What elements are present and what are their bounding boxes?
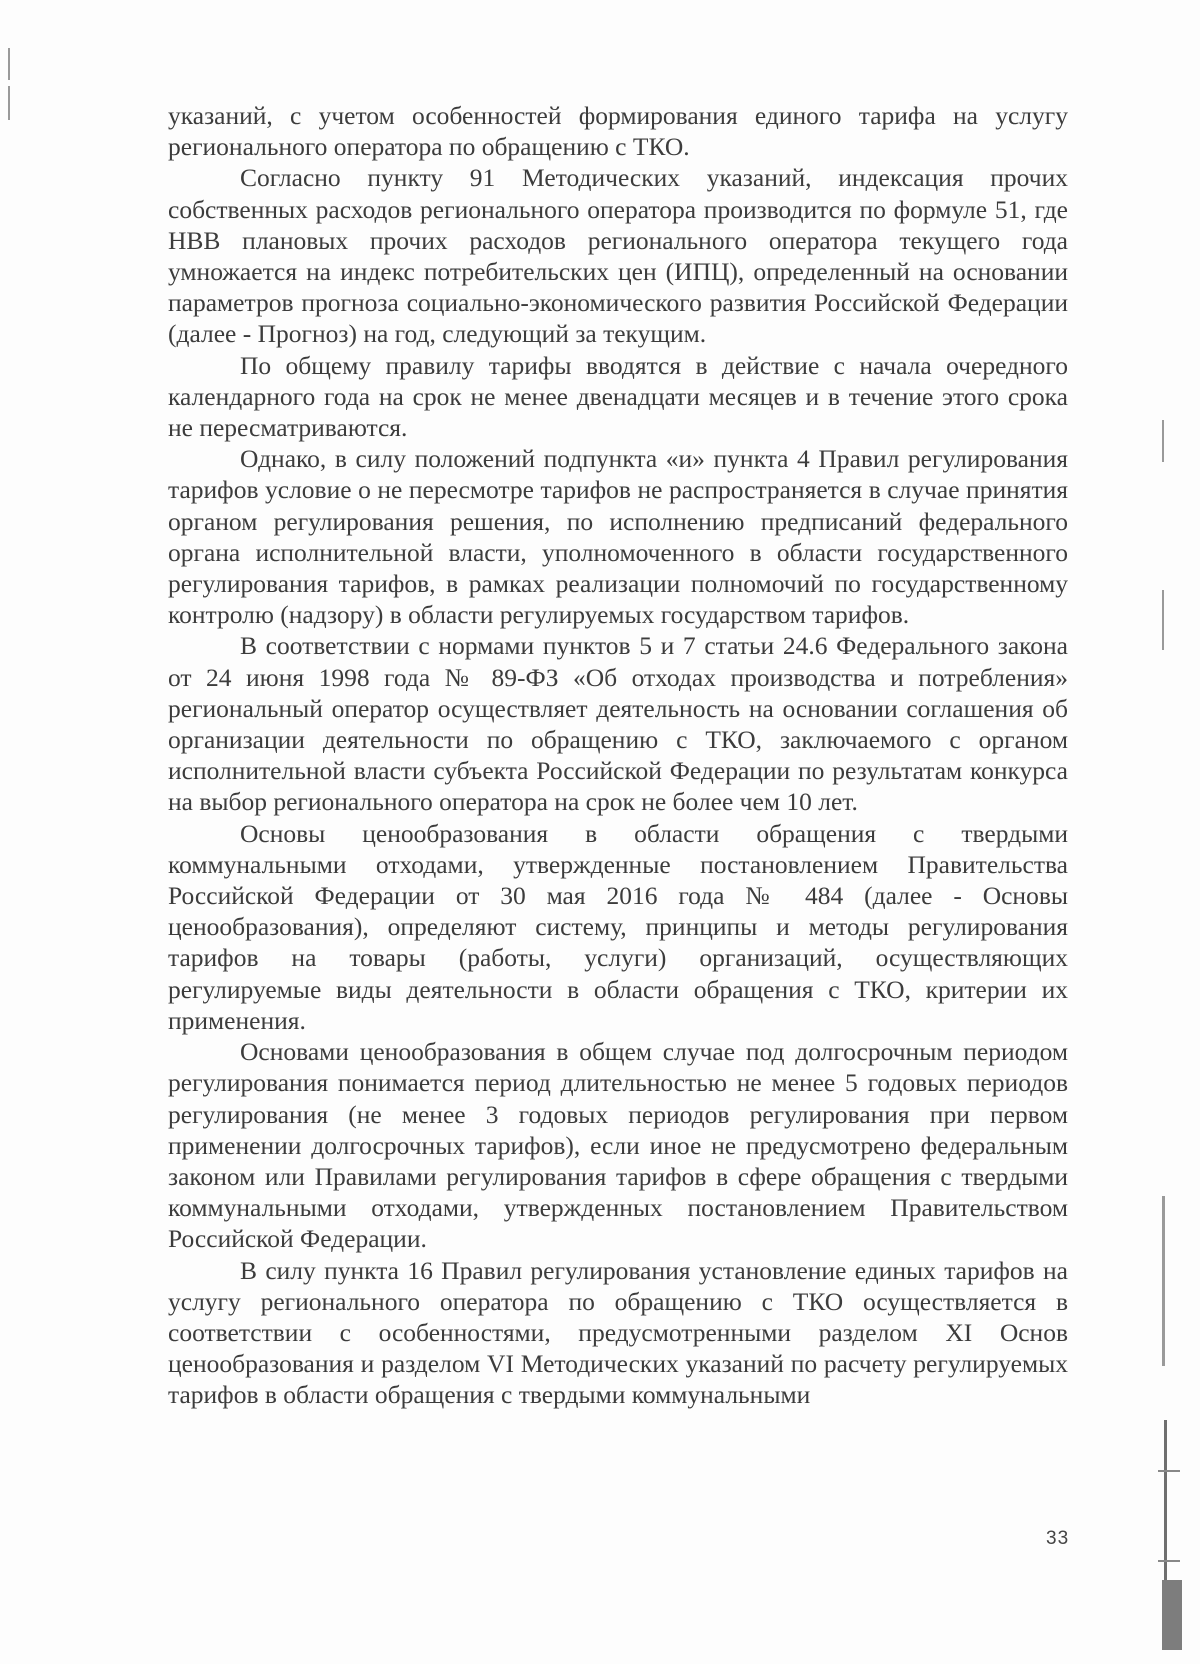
paragraph-rule-16: В силу пункта 16 Правил регулирования установление единых тарифов на услугу регионального оператора по обращению с ТКО осуществляется в соответствии с особенностями, предусмотренными разделом XI Основ ценообразования и разделом VI Методических указаний по расчету регулируемых тарифов в области обращения с твердыми коммунальными [168,1255,1068,1410]
scan-edge-artifact [1162,420,1164,462]
scan-edge-artifact [1162,590,1164,650]
page-number: 33 [1046,1528,1070,1549]
paragraph-indexation: Согласно пункту 91 Методических указаний, индексация прочих собственных расходов регионального оператора производится по формуле 51, где НВВ плановых прочих расходов регионального оператора текущего года умножается на индекс потребительских цен (ИПЦ), определенный на основании параметров прогноза социально-экономического развития Российской Федерации (далее - Прогноз) на год, следующий за текущим. [168,163,1068,349]
scan-edge-artifact [1158,1560,1180,1562]
paragraph-pricing-basics: Основы ценообразования в области обращения с твердыми коммунальными отходами, утвержденные постановлением Правительства Российской Федерации от 30 мая 2016 года № 484 (далее - Основы ценообразования), определяют систему, принципы и методы регулирования тарифов на товары (работы, услуги) организаций, осуществляющих регулируемые виды деятельности в области обращения с ТКО, критерии их применения. [168,818,1068,1035]
paragraph-general-rule: По общему правилу тарифы вводятся в действие с начала очередного календарного года на срок не менее двенадцати месяцев и в течение этого срока не пересматриваются. [168,350,1068,443]
paragraph-exception: Однако, в силу положений подпункта «и» пункта 4 Правил регулирования тарифов условие о не пересмотре тарифов не распространяется в случае принятия органом регулирования решения, по исполнению предписаний федерального органа исполнительной власти, уполномоченного в области государственного регулирования тарифов, в рамках реализации полномочий по государственному контролю (надзору) в области регулируемых государством тарифов. [168,444,1068,630]
paragraph-federal-law: В соответствии с нормами пунктов 5 и 7 статьи 24.6 Федерального закона от 24 июня 1998 года № 89-ФЗ «Об отходах производства и потребления» региональный оператор осуществляет деятельность на основании соглашения об организации деятельности по обращению с ТКО, заключаемого с органом исполнительной власти субъекта Российской Федерации по результатам конкурса на выбор регионального оператора на срок не более чем 10 лет. [168,631,1068,817]
document-body [168,100,1068,1411]
scan-edge-artifact [1162,1580,1182,1650]
scan-edge-artifact [8,86,10,120]
scan-edge-artifact [1162,1196,1165,1366]
paragraph-long-term-period: Основами ценообразования в общем случае под долгосрочным периодом регулирования понимается период длительностью не менее 5 годовых периодов регулирования (не менее 3 годовых периодов регулирования при первом применении долгосрочных тарифов), если иное не предусмотрено федеральным законом или Правилами регулирования тарифов в сфере обращения с твердыми коммунальными отходами, утвержденных постановлением Правительством Российской Федерации. [168,1037,1068,1254]
scan-edge-artifact [1158,1470,1180,1472]
paragraph-continuation: указаний, с учетом особенностей формирования единого тарифа на услугу регионального оператора по обращению с ТКО. [168,101,1068,162]
scan-edge-artifact [8,48,10,80]
